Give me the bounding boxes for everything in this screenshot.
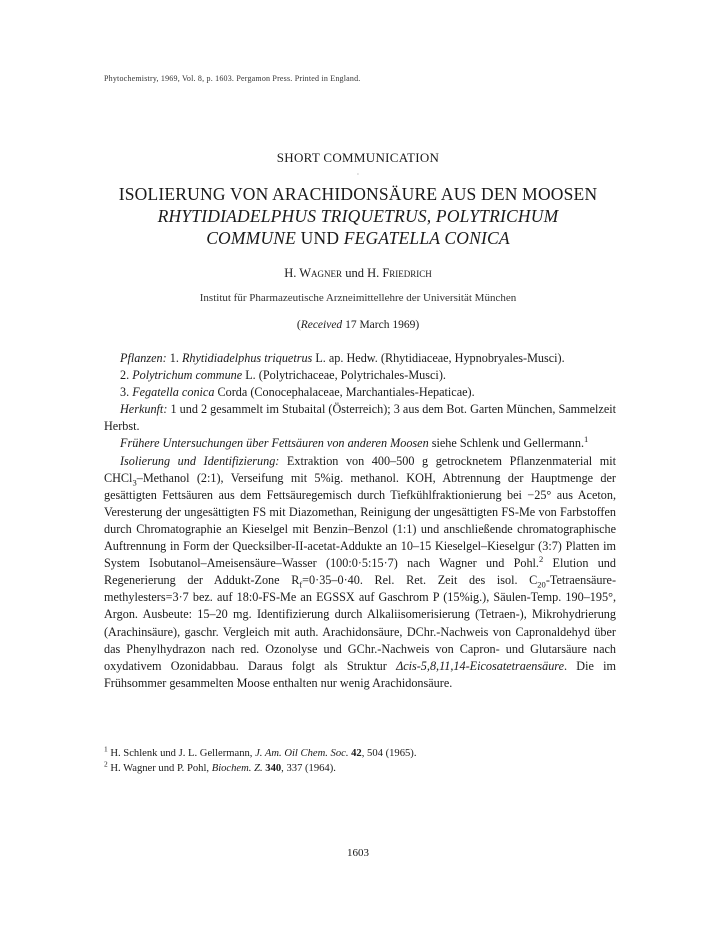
author-1: H. Wagner	[284, 266, 343, 280]
affiliation: Institut für Pharmazeutische Arzneimittellehre der Universität München	[199, 292, 517, 304]
paragraph-isolation: Isolierung und Identifizierung: Extraktion von 400–500 g getrocknetem Pflanzenmaterial mit CHCl$_3$–Methanol (2:1), Verseifung mit 5%ig. methanol. KOH, Abtrennung der Hauptmenge der gesättigten Fettsäuren aus dem Fettsäuregemisch durch Tiefkühlfraktionierung bei −25° aus Aceton, Veresterung der ungesättigten FS mit Diazomethan, Reinigung der ungesättigten FS-Me von Farbstoffen durch Chromatographie an Kieselgel mit Benzin–Benzol (1:1) und anschließende chromatographische Auftrennung in Form der Quecksilber-II-acetat-Addukte an 10–15 Kieselgel–Kieselgur (3:7) Platten im System Isobutanol–Ameisensäure–Wasser (100:0·5:15·7) nach Wagner und Pohl.$^2$ Elution und Regenerierung der Addukt-Zone $R_f=0\cdot 35-0\cdot 40$. Rel. Ret. Zeit des isol. $C_{20}-Tetraensäure-methylesters=3\cdot 7$ bez. auf 18:0-FS-Me an EGSSX auf Gaschrom P (15%ig.), Säulen-Temp. 190–195°, Argon. Ausbeute: 15–20 mg. Identifizierung durch Alkaliisomerisierung (Tetraen-), Mikrohydrierung (Arachinsäure), gaschr. Vergleich mit auth. Arachidonsäure, DChr.-Nachweis von Capronaldehyd über das Phenylhydrazon nach red. Ozonolyse und GChr.-Nachweis von Capron- und Glutarsäure nach oxydativem Ozonidabbau. Daraus folgt als Struktur Δcis-5,8,11,14-Eicosatetraensäure. Die im Frühsommer gesammelten Moose enthalten nur wenig Arachidonsäure.	[104, 453, 617, 690]
footnote-ref-1: 1	[584, 434, 589, 445]
title-line-1: ISOLIERUNG VON ARACHIDONSÄURE AUS DEN MOOSEN	[118, 184, 598, 204]
body-text	[104, 350, 616, 692]
paragraph-plant-2: 2. Polytrichum commune L. (Polytrichaceae, Polytrichales-Musci).	[120, 368, 446, 383]
paragraph-earlier-studies: Frühere Untersuchungen über Fettsäuren von anderen Moosen siehe Schlenk und Gellermann.$^1$	[120, 434, 589, 451]
separator-dot: ·	[356, 170, 360, 179]
page-number: 1603	[347, 847, 369, 859]
author-2: H. Friedrich	[367, 266, 432, 280]
footnote-2: $^2$ H. Wagner und P. Pohl, Biochem. Z. 340, 337 (1964).	[104, 759, 336, 774]
paragraph-plants: Pflanzen: 1. Rhytidiadelphus triquetrus L. ap. Hedw. (Rhytidiaceae, Hypnobryales-Musci).	[120, 351, 565, 365]
paper-title	[0, 183, 716, 249]
paragraph-origin: Herkunft: 1 und 2 gesammelt im Stubaital (Österreich); 3 aus dem Bot. Garten München, Sammelzeit Herbst.	[104, 402, 616, 434]
section-label: SHORT COMMUNICATION	[276, 150, 440, 165]
journal-citation: Phytochemistry, 1969, Vol. 8, p. 1603. Pergamon Press. Printed in England.	[104, 74, 361, 83]
title-line-2: RHYTIDIADELPHUS TRIQUETRUS, POLYTRICHUM	[157, 206, 559, 226]
authors: H. Wagner und H. Friedrich	[284, 266, 432, 280]
paragraph-plant-3: 3. Fegatella conica Corda (Conocephalaceae, Marchantiales-Hepaticae).	[120, 385, 475, 400]
footnotes	[104, 746, 616, 776]
footnote-1: $^1$ H. Schlenk und J. L. Gellermann, J. Am. Oil Chem. Soc. 42, 504 (1965).	[104, 744, 417, 759]
received-date: (Received 17 March 1969)	[296, 319, 420, 331]
footnote-ref-2: 2	[538, 554, 544, 565]
title-line-3: COMMUNE UND FEGATELLA CONICA	[206, 228, 510, 248]
